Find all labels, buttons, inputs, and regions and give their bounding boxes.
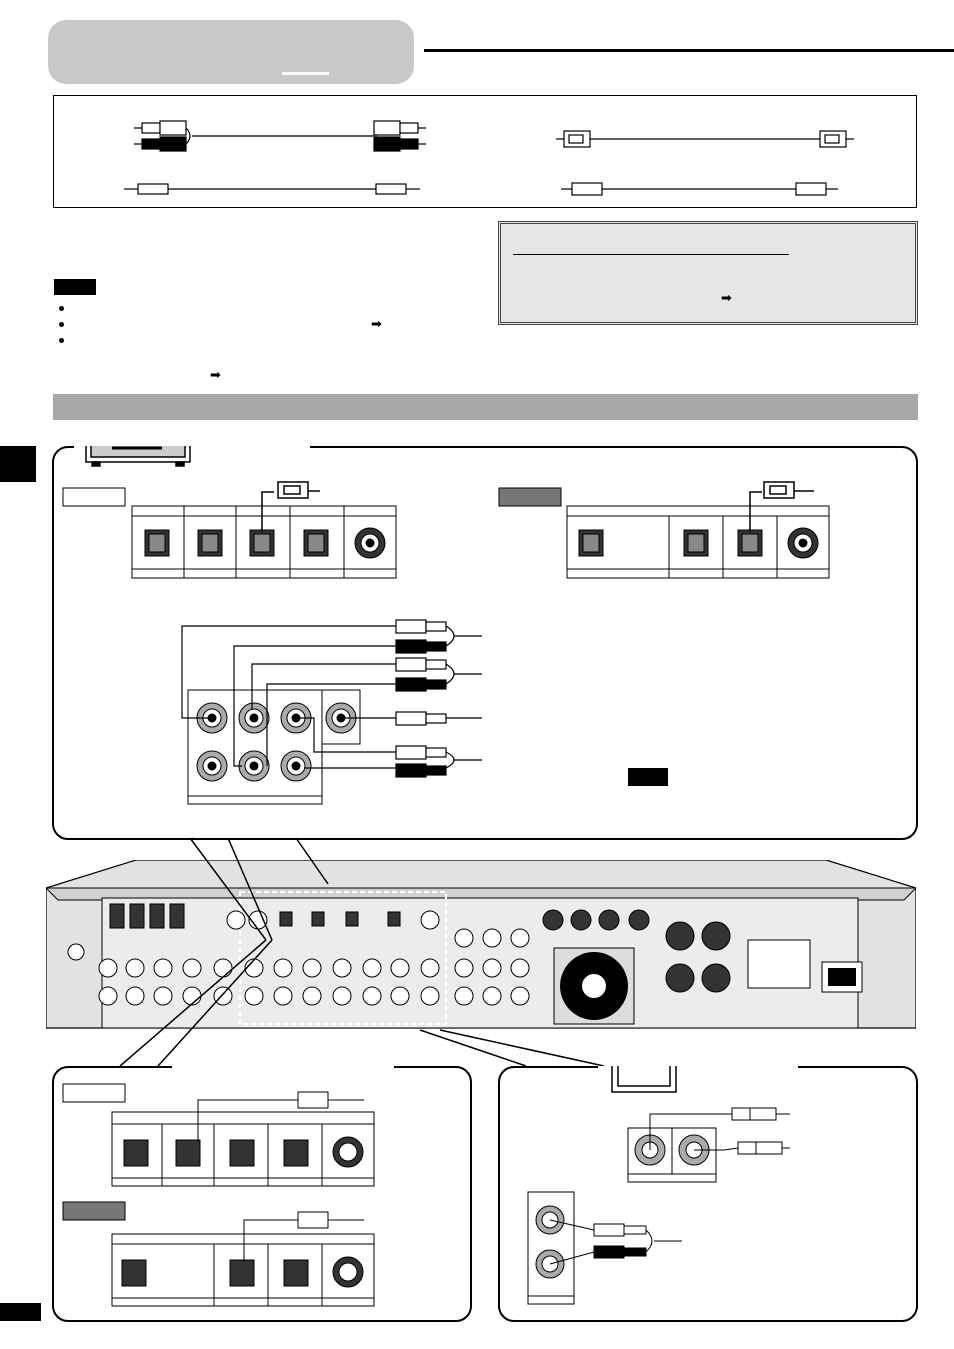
arrow-right-icon: ➡ [371, 317, 382, 332]
arrow-right-icon: ➡ [210, 368, 221, 383]
audio-cable-icon [134, 121, 426, 151]
rca-jack-block [188, 690, 360, 804]
section-heading-bar [53, 394, 918, 420]
page-number-tab [0, 1303, 41, 1321]
chapter-tab [0, 446, 36, 482]
note-tag [54, 279, 96, 295]
dvd-connection-panel [52, 446, 918, 840]
tv-icon [612, 1066, 676, 1092]
bullet-dot [59, 322, 64, 327]
rca-plug-icon [396, 620, 482, 777]
power-inlet-icon [822, 962, 862, 992]
video-cable-icon [124, 184, 420, 194]
optical-terminal-strip [132, 506, 396, 578]
optical-terminal-strip [567, 506, 829, 578]
cable-legend-diagram [54, 96, 918, 209]
receiver-back-panel [46, 860, 916, 1036]
lower-left-panel [52, 1066, 472, 1322]
lower-left-diagram [52, 1066, 472, 1322]
dvd-player-icon [86, 446, 190, 466]
bullet-dot [59, 306, 64, 311]
dvd-connection-diagram [52, 446, 918, 840]
cable-legend [53, 95, 917, 208]
title-banner [48, 20, 414, 84]
optical-cable-icon [556, 131, 854, 147]
lower-right-diagram [498, 1066, 918, 1322]
bullet-dot [59, 338, 64, 343]
note-box-rule [513, 254, 789, 255]
cooling-fan-icon [554, 948, 634, 1024]
title-underline [282, 72, 329, 75]
note-box [498, 221, 918, 325]
note-tag-black [628, 768, 668, 786]
coaxial-cable-icon [561, 183, 838, 195]
lower-right-panel [498, 1066, 918, 1322]
title-rule [424, 49, 954, 52]
arrow-right-icon: ➡ [721, 291, 732, 306]
